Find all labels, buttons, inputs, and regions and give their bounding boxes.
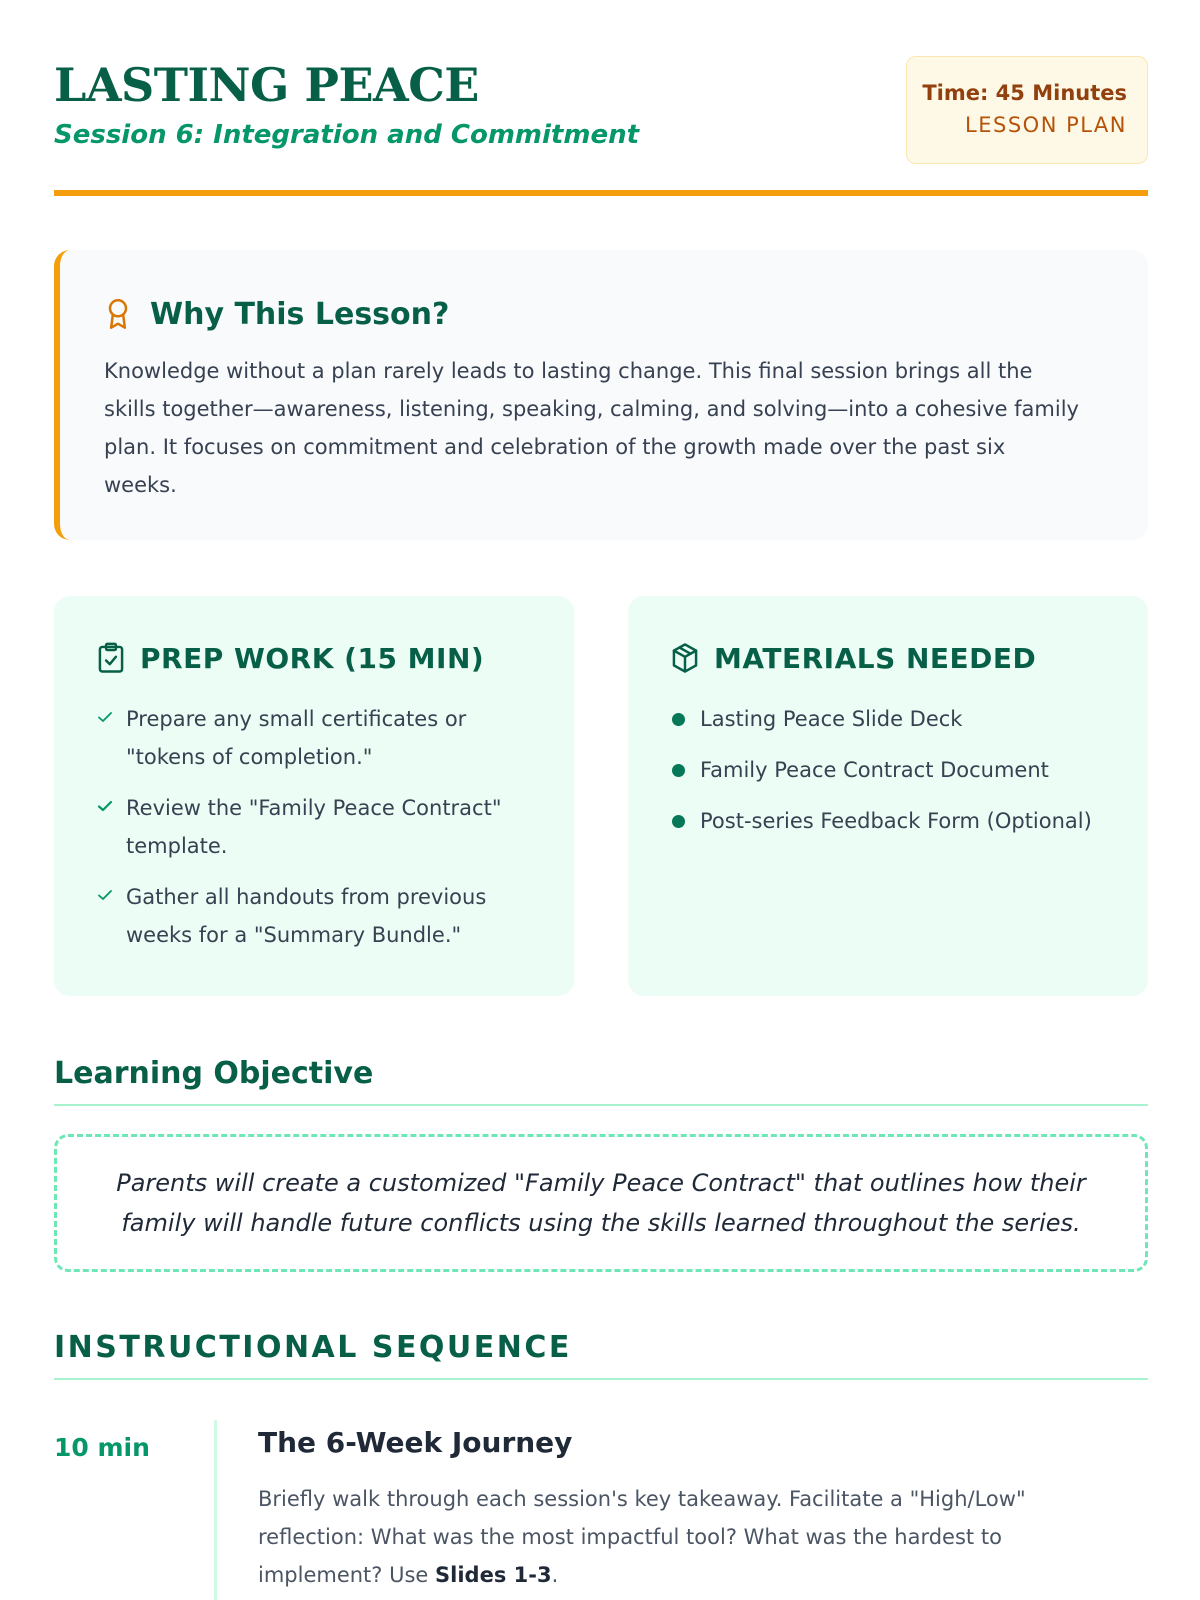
why-lesson-card — [54, 250, 1148, 540]
list-item — [670, 802, 1110, 840]
list-item — [96, 878, 536, 954]
step-description-text: Briefly walk through each session's key takeaway. Facilitate a "High/Low" reflection: What was the most impactful tool? What was the hardest to implement? Use — [258, 1487, 1026, 1587]
bullet-dot-icon — [672, 815, 685, 828]
prep-work-card — [54, 596, 574, 996]
learning-objective-text: Parents will create a customized "Family Peace Contract" that outlines how their family will handle future conflicts using the skills learned throughout the series. — [116, 1169, 1086, 1237]
time-label: Time: 45 Minutes — [922, 81, 1127, 105]
doc-type-label: LESSON PLAN — [965, 113, 1127, 137]
list-item — [96, 700, 536, 776]
material-item-text: Family Peace Contract Document — [700, 758, 1049, 782]
award-icon — [104, 298, 132, 330]
instructional-sequence-title: INSTRUCTIONAL SEQUENCE — [54, 1330, 572, 1365]
step-duration: 10 min — [54, 1433, 150, 1462]
materials-card — [628, 596, 1148, 996]
why-lesson-header — [104, 294, 449, 334]
list-item — [670, 700, 1110, 738]
list-item — [96, 789, 536, 865]
learning-objective-divider — [54, 1104, 1148, 1106]
materials-header — [670, 638, 1036, 678]
header — [54, 56, 1148, 196]
timeline-line — [214, 1420, 217, 1600]
why-lesson-body: Knowledge without a plan rarely leads to lasting change. This final session brings all the skills together—awareness, listening, speaking, calming, and solving—into a cohesive family plan. It focuses on commitment and celebration of the growth made over the past six weeks. — [104, 359, 1079, 497]
learning-objective-box — [54, 1134, 1148, 1272]
bullet-dot-icon — [672, 764, 685, 777]
check-icon — [96, 886, 114, 904]
bullet-dot-icon — [672, 713, 685, 726]
page-title: LASTING PEACE — [54, 58, 479, 112]
box-icon — [670, 642, 700, 674]
list-item — [670, 751, 1110, 789]
why-lesson-title: Why This Lesson? — [150, 296, 450, 332]
check-icon — [96, 708, 114, 726]
prep-work-title: PREP WORK (15 MIN) — [140, 641, 485, 675]
time-badge — [906, 56, 1148, 164]
step-title: The 6-Week Journey — [258, 1426, 573, 1459]
material-item-text: Post-series Feedback Form (Optional) — [700, 809, 1092, 833]
prep-item-text: Gather all handouts from previous weeks for a "Summary Bundle." — [126, 885, 487, 947]
materials-title: MATERIALS NEEDED — [714, 641, 1037, 675]
step-description-end: . — [551, 1563, 559, 1587]
prep-item-text: Prepare any small certificates or "tokens of completion." — [126, 707, 467, 769]
material-item-text: Lasting Peace Slide Deck — [700, 707, 963, 731]
prep-work-header — [96, 638, 484, 678]
session-subtitle: Session 6: Integration and Commitment — [54, 120, 640, 150]
materials-list — [670, 700, 1110, 853]
prep-work-list — [96, 700, 536, 967]
clipboard-check-icon — [96, 642, 126, 674]
header-divider — [54, 190, 1148, 196]
instructional-sequence-divider — [54, 1378, 1148, 1380]
check-icon — [96, 797, 114, 815]
prep-item-text: Review the "Family Peace Contract" template. — [126, 796, 502, 858]
step-slides-ref: Slides 1-3 — [435, 1563, 552, 1587]
learning-objective-title: Learning Objective — [54, 1056, 374, 1091]
step-description — [258, 1480, 1118, 1594]
